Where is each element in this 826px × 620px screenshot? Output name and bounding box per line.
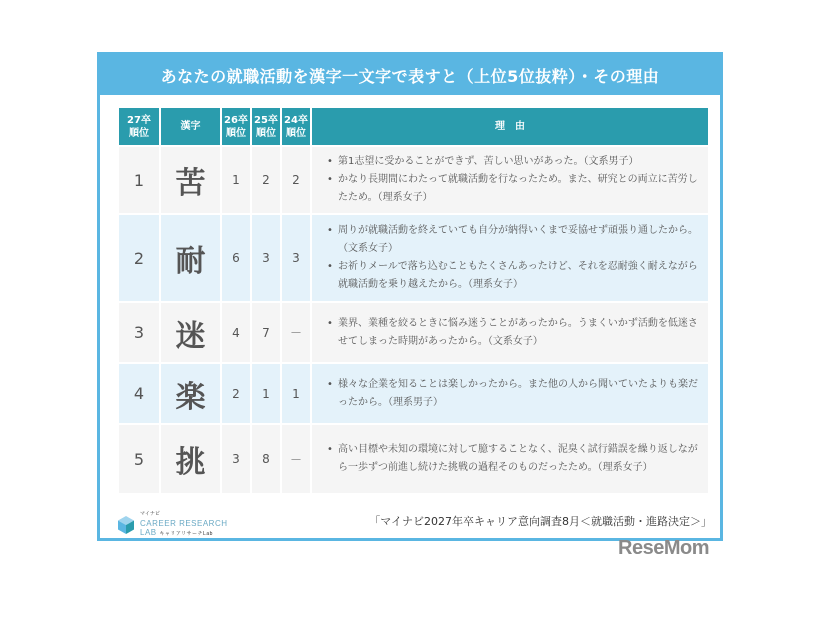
reason-cell [311, 363, 708, 424]
cube-logo-icon [116, 515, 136, 535]
reason-item: • 高い目標や未知の環境に対して臆することなく、泥臭く試行錯誤を繰り返しながら一歩ずつ前進し続けた挑戦の過程そのものだったため。（理系女子） [338, 441, 698, 477]
ranking-table [119, 108, 708, 493]
reason-item: • 第1志望に受かることができず、苦しい思いがあった。（文系男子） [338, 153, 698, 171]
header-rank25: 25卒 順位 [251, 108, 281, 146]
kanji-cell: 耐 [160, 214, 221, 302]
reason-cell [311, 302, 708, 363]
rank-cell: 4 [119, 363, 160, 424]
logo-brand: マイナビ [140, 511, 160, 517]
logo-text [140, 510, 228, 539]
kanji-cell: 苦 [160, 146, 221, 214]
reason-cell [311, 424, 708, 493]
kanji-cell: 挑 [160, 424, 221, 493]
reason-item: • かなり長期間にわたって就職活動を行なったため。また、研究との両立に苦労したため。（理系女子） [338, 171, 698, 207]
reason-item: • 業界、業種を絞るときに悩み迷うことがあったから。うまくいかず活動を低迷させてしまった時期があったから。（文系女子） [338, 315, 698, 351]
table-row [119, 424, 708, 493]
table-row [119, 363, 708, 424]
rank26-cell: 6 [221, 214, 251, 302]
header-rank26: 26卒 順位 [221, 108, 251, 146]
reason-cell [311, 214, 708, 302]
rank24-cell: 1 [281, 363, 311, 424]
card-title: あなたの就職活動を漢字一文字で表すと（上位5位抜粋）・その理由 [100, 55, 720, 95]
rank25-cell: 3 [251, 214, 281, 302]
reason-item: • お祈りメールで落ち込むこともたくさんあったけど、それを忍耐強く耐えながら就職活動を乗り越えたから。（理系女子） [338, 258, 698, 294]
rank26-cell: 2 [221, 363, 251, 424]
header-rank24: 24卒 順位 [281, 108, 311, 146]
table-row [119, 146, 708, 214]
reason-item: • 周りが就職活動を終えていても自分が納得いくまで妥協せず頑張り通したから。（文系女子） [338, 222, 698, 258]
table-row [119, 302, 708, 363]
source-citation: 「マイナビ2027年卒キャリア意向調査8月＜就職活動・進路決定＞」 [369, 515, 712, 528]
rank24-cell: － [281, 424, 311, 493]
header-reason: 理 由 [311, 108, 708, 146]
rank26-cell: 1 [221, 146, 251, 214]
rank24-cell: － [281, 302, 311, 363]
kanji-cell: 迷 [160, 302, 221, 363]
rank-cell: 1 [119, 146, 160, 214]
rank25-cell: 8 [251, 424, 281, 493]
career-research-lab-logo [116, 510, 228, 539]
rank25-cell: 7 [251, 302, 281, 363]
rank24-cell: 2 [281, 146, 311, 214]
rank26-cell: 3 [221, 424, 251, 493]
rank25-cell: 2 [251, 146, 281, 214]
resemom-watermark: ReseMom [618, 537, 709, 559]
reason-item: • 様々な企業を知ることは楽しかったから。また他の人から聞いていたよりも楽だったから。（理系男子） [338, 376, 698, 412]
table-header-row [119, 108, 708, 146]
reason-cell [311, 146, 708, 214]
logo-main-line2: LAB キャリアリサーチLab [140, 528, 213, 537]
rank-cell: 2 [119, 214, 160, 302]
kanji-cell: 楽 [160, 363, 221, 424]
survey-card [97, 52, 723, 541]
header-rank27: 27卒 順位 [119, 108, 160, 146]
table-row [119, 214, 708, 302]
rank24-cell: 3 [281, 214, 311, 302]
rank-cell: 3 [119, 302, 160, 363]
rank25-cell: 1 [251, 363, 281, 424]
rank-cell: 5 [119, 424, 160, 493]
rank26-cell: 4 [221, 302, 251, 363]
header-kanji: 漢字 [160, 108, 221, 146]
logo-main-line1: CAREER RESEARCH [140, 519, 228, 528]
